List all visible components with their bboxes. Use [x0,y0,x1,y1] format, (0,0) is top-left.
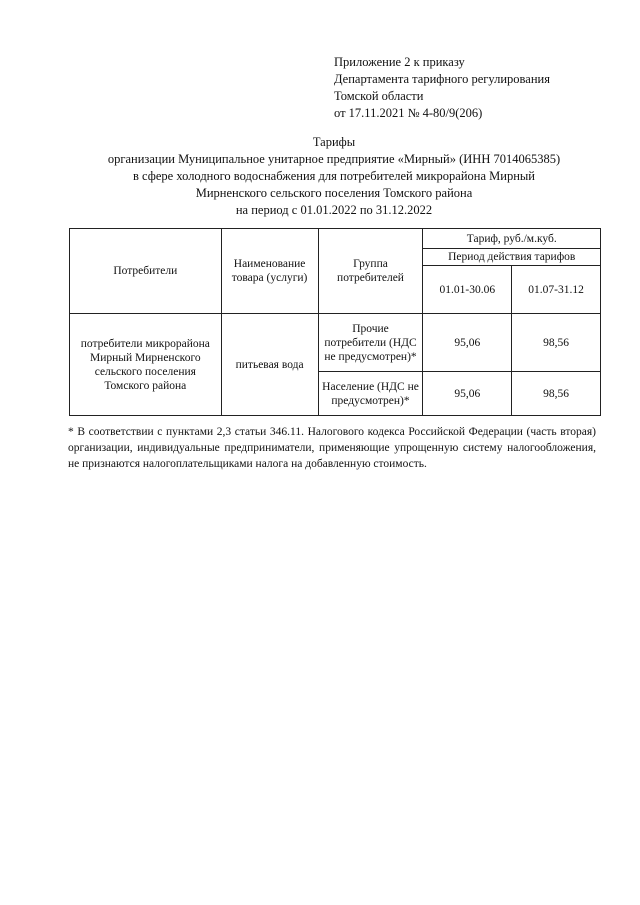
header-period-2: 01.07-31.12 [512,266,601,314]
appendix-block [334,54,550,122]
header-consumers: Потребители [70,229,222,314]
product-cell: питьевая вода [221,314,318,416]
tariff-value: 98,56 [512,372,601,416]
title-line: организации Муниципальное унитарное предприятие «Мирный» (ИНН 7014065385) [107,152,561,166]
tariff-table [69,228,601,416]
appendix-line: Департамента тарифного регулирования [334,72,550,86]
group-cell: Прочие потребители (НДС не предусмотрен)* [318,314,423,372]
title-period: на период с 01.01.2022 по 31.12.2022 [235,203,433,217]
header-product: Наименование товара (услуги) [221,229,318,314]
header-group: Группа потребителей [318,229,423,314]
header-period-1: 01.01-30.06 [423,266,512,314]
title-line: Мирненского сельского поселения Томского района [195,186,473,200]
document-title [60,134,608,219]
title-line: в сфере холодного водоснабжения для потребителей микрорайона Мирный [133,169,535,183]
tariff-value: 98,56 [512,314,601,372]
group-cell: Население (НДС не предусмотрен)* [318,372,423,416]
tariff-value: 95,06 [423,372,512,416]
consumer-cell: потребители микрорайона Мирный Мирненского сельского поселения Томского района [70,314,222,416]
appendix-line: Томской области [334,89,424,103]
tariff-value: 95,06 [423,314,512,372]
appendix-date: от 17.11.2021 № 4-80/9(206) [334,106,483,120]
table-row [70,314,601,372]
header-period: Период действия тарифов [423,249,601,266]
appendix-line: Приложение 2 к приказу [334,55,465,69]
header-tariff: Тариф, руб./м.куб. [423,229,601,249]
title-heading: Тарифы [312,135,356,149]
footnote: * В соответствии с пунктами 2,3 статьи 346.11. Налогового кодекса Российской Федерации (часть вторая) организации, индивидуальные предприниматели, применяющие упрощенную систему налогообложения, не признаются налогоплательщиками налога на добавленную стоимость. [68,426,596,470]
